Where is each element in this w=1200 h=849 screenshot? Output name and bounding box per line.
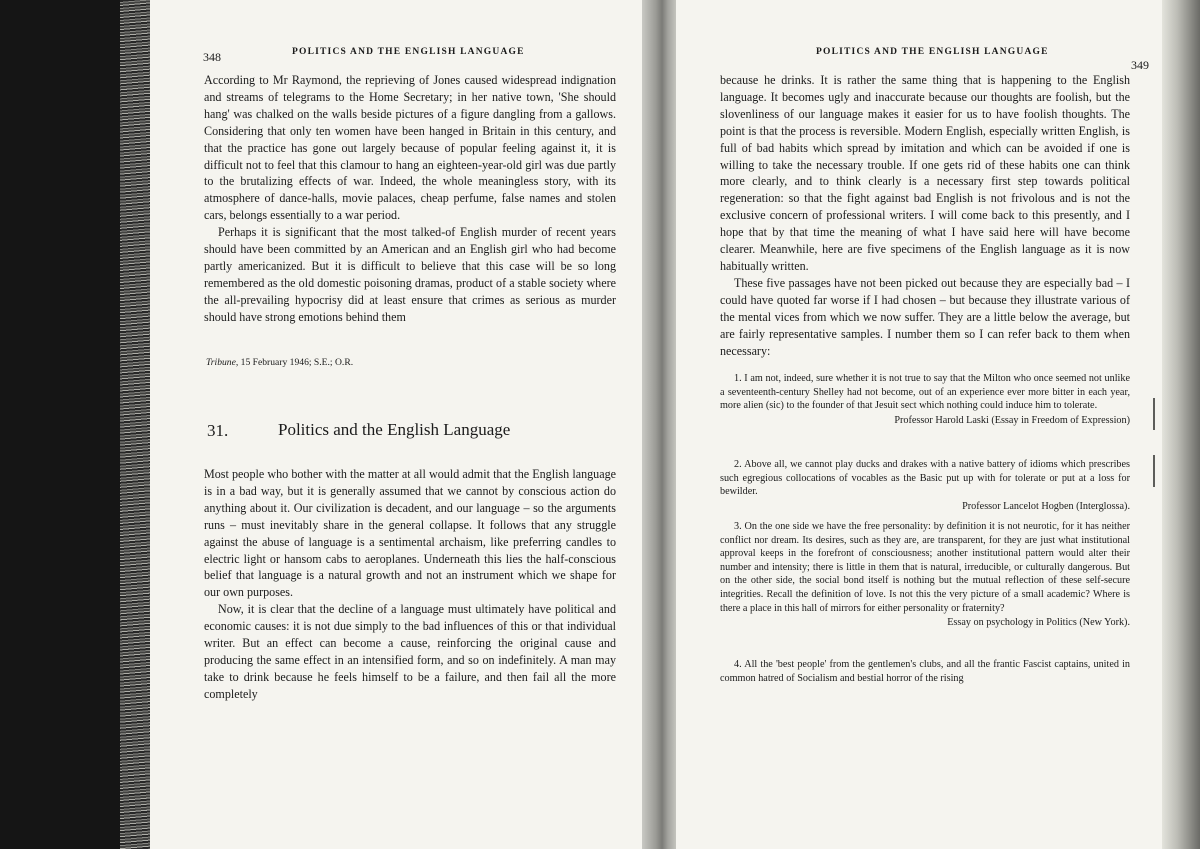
quote-2 — [720, 458, 1130, 513]
paragraph: Most people who bother with the matter at all would admit that the English language is in a bad way, but it is generally assumed that we cannot by conscious action do anything about it. Our civilization is decadent, and our language – so the arguments runs – must inevitably share in the general collapse. It follows that any struggle against the abuse of language is a sentimental archaism, like preferring candles to electric light or hansom cabs to aeroplanes. Underneath this lies the half-conscious belief that language is a natural growth and not an instrument which we shape for our own purposes. — [204, 467, 616, 600]
source-citation — [206, 357, 353, 368]
right-page — [676, 0, 1166, 849]
quote-3 — [720, 520, 1130, 630]
paragraph: Perhaps it is significant that the most talked-of English murder of recent years should have been committed by an American and an English girl who had become partly americanized. But it is difficult to believe that this case will be so long remembered as the old domestic poisoning dramas, product of a stable society where the all-prevailing hypocrisy did at least ensure that crimes as serious as murder should have strong emotions behind them — [204, 225, 616, 324]
left-prose — [204, 72, 616, 326]
source-publication: Tribune — [206, 357, 236, 368]
running-head-right: POLITICS AND THE ENGLISH LANGUAGE — [816, 47, 1049, 57]
quote-text: 2. Above all, we cannot play ducks and drakes with a native battery of idioms which prescribes such egregious collocations of vocables as the Basic put up with for tolerate or put at a loss for bewilder. — [720, 459, 1130, 498]
quote-attribution: Professor Harold Laski (Essay in Freedom of Expression) — [894, 414, 1130, 426]
paragraph: because he drinks. It is rather the same thing that is happening to the English language. It becomes ugly and inaccurate because our thoughts are foolish, but the slovenliness of our language makes it easier for us to have foolish thoughts. The point is that the process is reversible. Modern English, especially written English, is full of bad habits which spread by imitation and which can be avoided if one is willing to take the necessary trouble. If one gets rid of these habits one can think more clearly, and to think clearly is a necessary first step towards political regeneration: so that the fight against bad English is not frivolous and is not the exclusive concern of professional writers. I will come back to this presently, and I hope that by that time the meaning of what I have said here will have become clearer. Meanwhile, here are five specimens of the English language as it is now habitually written. — [720, 73, 1130, 273]
left-page — [150, 0, 658, 849]
quote-attribution: Essay on psychology in Politics (New York). — [947, 617, 1130, 629]
paragraph: Now, it is clear that the decline of a language must ultimately have political and economic causes: it is not due simply to the bad influences of this or that individual writer. But an effect can become a cause, reinforcing the original cause and producing the same effect in an intensified form, and so on indefinitely. A man may take to drink because he feels himself to be a failure, and then fail all the more completely — [204, 602, 616, 701]
quote-4 — [720, 658, 1130, 685]
quote-text: 4. All the 'best people' from the gentlemen's clubs, and all the frantic Fascist captains, united in common hatred of Socialism and bestial horror of the rising — [720, 659, 1130, 684]
quote-text: 1. I am not, indeed, sure whether it is not true to say that the Milton who once seemed not unlike a seventeenth-century Shelley had not become, out of an experience ever more bitter in each year, more alien (sic) to the founder of that Jesuit sect which nothing could induce him to tolerate. — [720, 373, 1130, 412]
book-edge-right — [1162, 0, 1200, 849]
source-details: , 15 February 1946; S.E.; O.R. — [235, 357, 354, 368]
quote-attribution: Professor Lancelot Hogben (Interglossa). — [962, 500, 1130, 512]
chapter-title: Politics and the English Language — [278, 420, 511, 439]
running-head-left: POLITICS AND THE ENGLISH LANGUAGE — [292, 47, 525, 57]
margin-mark — [1153, 455, 1155, 487]
paragraph: These five passages have not been picked out because they are especially bad – I could have quoted far worse if I had chosen – but because they illustrate various of the mental vices from which we now suffer. They are a little below the average, but are fairly representative samples. I number them so I can refer back to them when necessary: — [720, 275, 1130, 358]
paragraph: According to Mr Raymond, the reprieving of Jones caused widespread indignation and streams of telegrams to the Home Secretary; in her native town, 'She should hang' was chalked on the walls beside pictures of a figure dangling from a gallows. Considering that only ten women have been hanged in Britain in this century, and that the practice has gone out largely because of popular feeling against it, it is difficult not to feel that this clamour to hang an eighteen-year-old girl was due partly to the brutalizing effects of war. Indeed, the whole meaningless story, with its atmosphere of dance-halls, movie palaces, cheap perfume, false names and stolen cars, belongs essentially to a war period. — [204, 73, 616, 223]
quote-text: 3. On the one side we have the free personality: by definition it is not neurotic, for it has neither conflict nor dream. Its desires, such as they are, are transparent, for they are just what institutional approval keeps in the forefront of consciousness; another institutional pattern would alter their number and intensity; there is little in them that is natural, irreducible, or culturally dangerous. But on the other side, the social bond itself is nothing but the mutual reflection of these self-secure integrities. Recall the definition of love. Is not this the very picture of a small academic? Where is there a place in this hall of mirrors for either personality or fraternity? — [720, 521, 1130, 614]
margin-mark — [1153, 398, 1155, 430]
page-number-left: 348 — [203, 50, 221, 64]
chapter-number: 31. — [207, 421, 229, 440]
quote-1 — [720, 372, 1130, 427]
chapter-prose — [204, 466, 616, 703]
right-prose — [720, 72, 1130, 359]
page-number-right: 349 — [1131, 58, 1149, 72]
